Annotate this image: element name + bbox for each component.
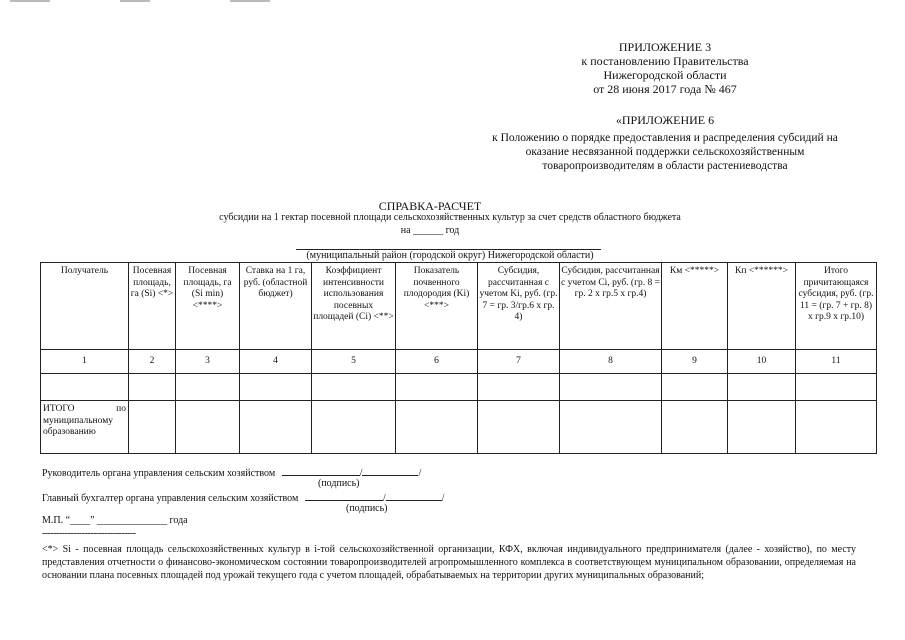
year-line bbox=[360, 225, 500, 236]
header-cell: Посевная площадь, га (Si min) <****> bbox=[176, 263, 240, 350]
total-cell[interactable] bbox=[129, 401, 176, 454]
scan-artifact bbox=[10, 0, 50, 2]
column-number: 5 bbox=[312, 350, 396, 374]
total-label: ИТОГО по муниципальному образованию bbox=[41, 401, 129, 454]
appendix-3-line: Нижегородской области bbox=[603, 68, 727, 82]
scan-artifact bbox=[120, 0, 150, 2]
header-cell: Посевная площадь, га (Si) <*> bbox=[129, 263, 176, 350]
head-signature-field[interactable] bbox=[282, 465, 360, 476]
table-cell[interactable] bbox=[176, 374, 240, 401]
total-cell[interactable] bbox=[176, 401, 240, 454]
appendix-6-title: «ПРИЛОЖЕНИЕ 6 bbox=[615, 113, 715, 127]
header-cell: Субсидия, рассчитанная с учетом Ci, руб. (гр. 8 = гр. 2 х гр.5 х гр.4) bbox=[560, 263, 662, 350]
year-suffix: год bbox=[445, 225, 460, 236]
total-cell[interactable] bbox=[478, 401, 560, 454]
total-cell[interactable] bbox=[312, 401, 396, 454]
column-number: 4 bbox=[240, 350, 312, 374]
total-cell[interactable] bbox=[662, 401, 728, 454]
mp-date-line bbox=[42, 515, 188, 527]
year-prefix: на bbox=[400, 225, 411, 236]
mp-prefix: М.П. “ bbox=[42, 515, 71, 526]
header-row bbox=[41, 263, 877, 350]
column-number: 7 bbox=[478, 350, 560, 374]
mp-month[interactable]: ______________ bbox=[97, 515, 168, 526]
accountant-name-field[interactable] bbox=[386, 490, 442, 501]
table-cell[interactable] bbox=[662, 374, 728, 401]
header-cell: Субсидия, рассчитанная с учетом Ki, руб. (гр. 7 = гр. 3/гр.6 х гр. 4) bbox=[478, 263, 560, 350]
appendix-3-title: ПРИЛОЖЕНИЕ 3 bbox=[618, 40, 712, 54]
doc-subtitle: субсидии на 1 гектар посевной площади сельскохозяйственных культур за счет средств областного бюджета bbox=[219, 212, 681, 223]
total-cell[interactable] bbox=[240, 401, 312, 454]
appendix-3-line: к постановлению Правительства bbox=[581, 54, 749, 68]
column-number: 8 bbox=[560, 350, 662, 374]
table-cell[interactable] bbox=[478, 374, 560, 401]
header-cell: Ставка на 1 га, руб. (областной бюджет) bbox=[240, 263, 312, 350]
head-signature-line: Руководитель органа управления сельским хозяйством / / bbox=[42, 465, 421, 480]
mp-quote: ” bbox=[90, 515, 95, 526]
column-number: 6 bbox=[396, 350, 478, 374]
header-cell: Итого причитающаяся субсидия, руб. (гр. 11 = (гр. 7 + гр. 8) х гр.9 х гр.10) bbox=[796, 263, 877, 350]
total-cell[interactable] bbox=[396, 401, 478, 454]
table-cell[interactable] bbox=[796, 374, 877, 401]
appendix-6-line: оказание несвязанной поддержки сельскохозяйственным bbox=[525, 146, 805, 158]
column-number: 3 bbox=[176, 350, 240, 374]
footnote-separator: --------------------------------- bbox=[42, 528, 136, 539]
mp-day[interactable]: ____ bbox=[70, 515, 91, 526]
accountant-signature-caption: (подпись) bbox=[346, 503, 388, 514]
table-cell[interactable] bbox=[728, 374, 796, 401]
scan-artifact bbox=[230, 0, 270, 2]
accountant-label: Главный бухгалтер органа управления сельским хозяйством bbox=[42, 493, 299, 504]
table-cell[interactable] bbox=[560, 374, 662, 401]
footnote-text: <*> Si - посевная площадь сельскохозяйственных культур в i-той сельскохозяйственной организации, КФХ, включая индивидуального предпринимателя (далее - хозяйство), по месту представления отчетности о финансово-экономическом состоянии товаропроизводителей агропромышленного комплекса в соответствующем муниципальном образовании, определяемая на основании плана посевных площадей под урожай текущего года с учетом площадей, обрабатываемых на территории других муниципальных образований; bbox=[42, 544, 856, 581]
header-cell: Показатель почвенного плодородия (Ki) <***> bbox=[396, 263, 478, 350]
column-number: 1 bbox=[41, 350, 129, 374]
header-cell: Коэффициент интенсивности использования посевных площадей (Ci) <**> bbox=[312, 263, 396, 350]
header-cell: Получатель bbox=[41, 263, 129, 350]
year-blank[interactable]: ______ bbox=[413, 225, 444, 236]
table-cell[interactable] bbox=[312, 374, 396, 401]
table-cell[interactable] bbox=[129, 374, 176, 401]
appendix-3-block bbox=[545, 40, 785, 96]
total-cell[interactable] bbox=[796, 401, 877, 454]
table-cell[interactable] bbox=[240, 374, 312, 401]
appendix-6-block bbox=[440, 131, 890, 173]
doc-title: СПРАВКА-РАСЧЕТ bbox=[378, 199, 482, 213]
column-number: 9 bbox=[662, 350, 728, 374]
appendix-6-line: к Положению о порядке предоставления и распределения субсидий на bbox=[492, 132, 838, 144]
appendix-3-line: от 28 июня 2017 года № 467 bbox=[593, 82, 737, 96]
accountant-signature-field[interactable] bbox=[305, 490, 383, 501]
accountant-signature-line: Главный бухгалтер органа управления сельским хозяйством / / bbox=[42, 490, 444, 505]
column-number: 11 bbox=[796, 350, 877, 374]
appendix-6-line: товаропроизводителям в области растениеводства bbox=[542, 160, 788, 172]
table-row bbox=[41, 374, 877, 401]
head-signature-caption: (подпись) bbox=[318, 478, 360, 489]
head-label: Руководитель органа управления сельским хозяйством bbox=[42, 468, 276, 479]
total-cell[interactable] bbox=[728, 401, 796, 454]
header-cell: Кп <******> bbox=[728, 263, 796, 350]
header-cell: Км <*****> bbox=[662, 263, 728, 350]
district-caption: (муниципальный район (городской округ) Нижегородской области) bbox=[306, 250, 594, 261]
subsidy-table bbox=[40, 262, 877, 454]
table-cell[interactable] bbox=[396, 374, 478, 401]
column-number-row bbox=[41, 350, 877, 374]
total-row bbox=[41, 401, 877, 454]
total-cell[interactable] bbox=[560, 401, 662, 454]
table-cell[interactable] bbox=[41, 374, 129, 401]
column-number: 10 bbox=[728, 350, 796, 374]
column-number: 2 bbox=[129, 350, 176, 374]
mp-suffix: года bbox=[169, 515, 188, 526]
head-name-field[interactable] bbox=[362, 465, 418, 476]
